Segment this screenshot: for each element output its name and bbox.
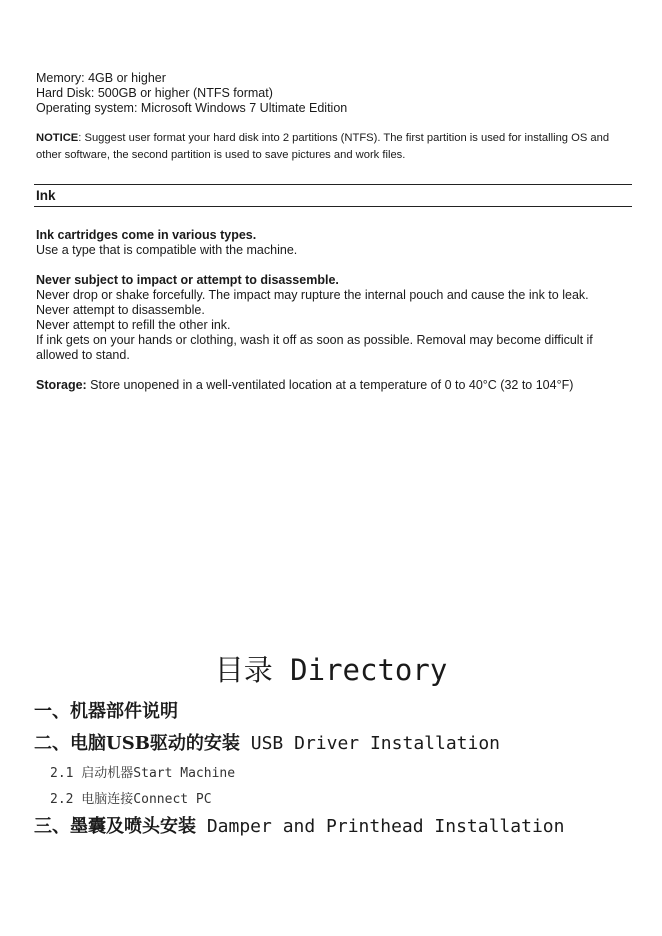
ink-impact-line: Never attempt to disassemble. — [36, 303, 205, 317]
storage-label: Storage: — [36, 378, 87, 392]
ink-section-title: Ink — [36, 188, 56, 203]
toc-item-en: USB Driver Installation — [239, 733, 501, 754]
toc-item-cn: 二、电脑USB驱动的安装 — [34, 733, 240, 754]
ink-types-text: Use a type that is compatible with the machine. — [36, 243, 298, 257]
toc-item-usb-driver[interactable] — [34, 729, 500, 755]
toc-item-cn: 三、墨囊及喷头安装 — [34, 816, 196, 837]
hard-disk-requirement: Hard Disk: 500GB or higher (NTFS format) — [36, 86, 273, 100]
toc-item-damper-printhead[interactable] — [34, 812, 564, 838]
toc-item-cn: 一、机器部件说明 — [34, 701, 178, 722]
os-requirement: Operating system: Microsoft Windows 7 Ultimate Edition — [36, 101, 348, 115]
ink-section-header — [34, 184, 632, 207]
notice-label: NOTICE — [36, 132, 79, 144]
ink-impact-heading: Never subject to impact or attempt to disassemble. — [36, 273, 339, 287]
notice-paragraph — [36, 130, 632, 164]
toc-item-en: Damper and Printhead Installation — [196, 816, 565, 837]
ink-impact-line: If ink gets on your hands or clothing, wash it off as soon as possible. Removal may become difficult if allowed to stand. — [36, 333, 593, 362]
ink-impact-line: Never drop or shake forcefully. The impact may rupture the internal pouch and cause the ink to leak. — [36, 288, 589, 302]
storage-text: Store unopened in a well-ventilated location at a temperature of 0 to 40°C (32 to 104°F) — [86, 378, 574, 392]
memory-requirement: Memory: 4GB or higher — [36, 71, 166, 85]
directory-title: 目录 Directory — [214, 653, 448, 687]
ink-types-heading: Ink cartridges come in various types. — [36, 228, 257, 242]
toc-subitem-connect-pc[interactable]: 2.2 电脑连接Connect PC — [50, 792, 212, 807]
toc-subitem-start-machine[interactable]: 2.1 启动机器Start Machine — [50, 766, 236, 781]
ink-impact-line: Never attempt to refill the other ink. — [36, 318, 231, 332]
notice-text: : Suggest user format your hard disk into 2 partitions (NTFS). The first partition is used for installing OS and other software, the second partition is used to save pictures and work files. — [36, 132, 610, 161]
ink-section-body — [36, 228, 636, 393]
toc-item-parts[interactable] — [34, 697, 178, 723]
system-requirements — [36, 71, 347, 116]
ink-storage — [36, 378, 636, 393]
